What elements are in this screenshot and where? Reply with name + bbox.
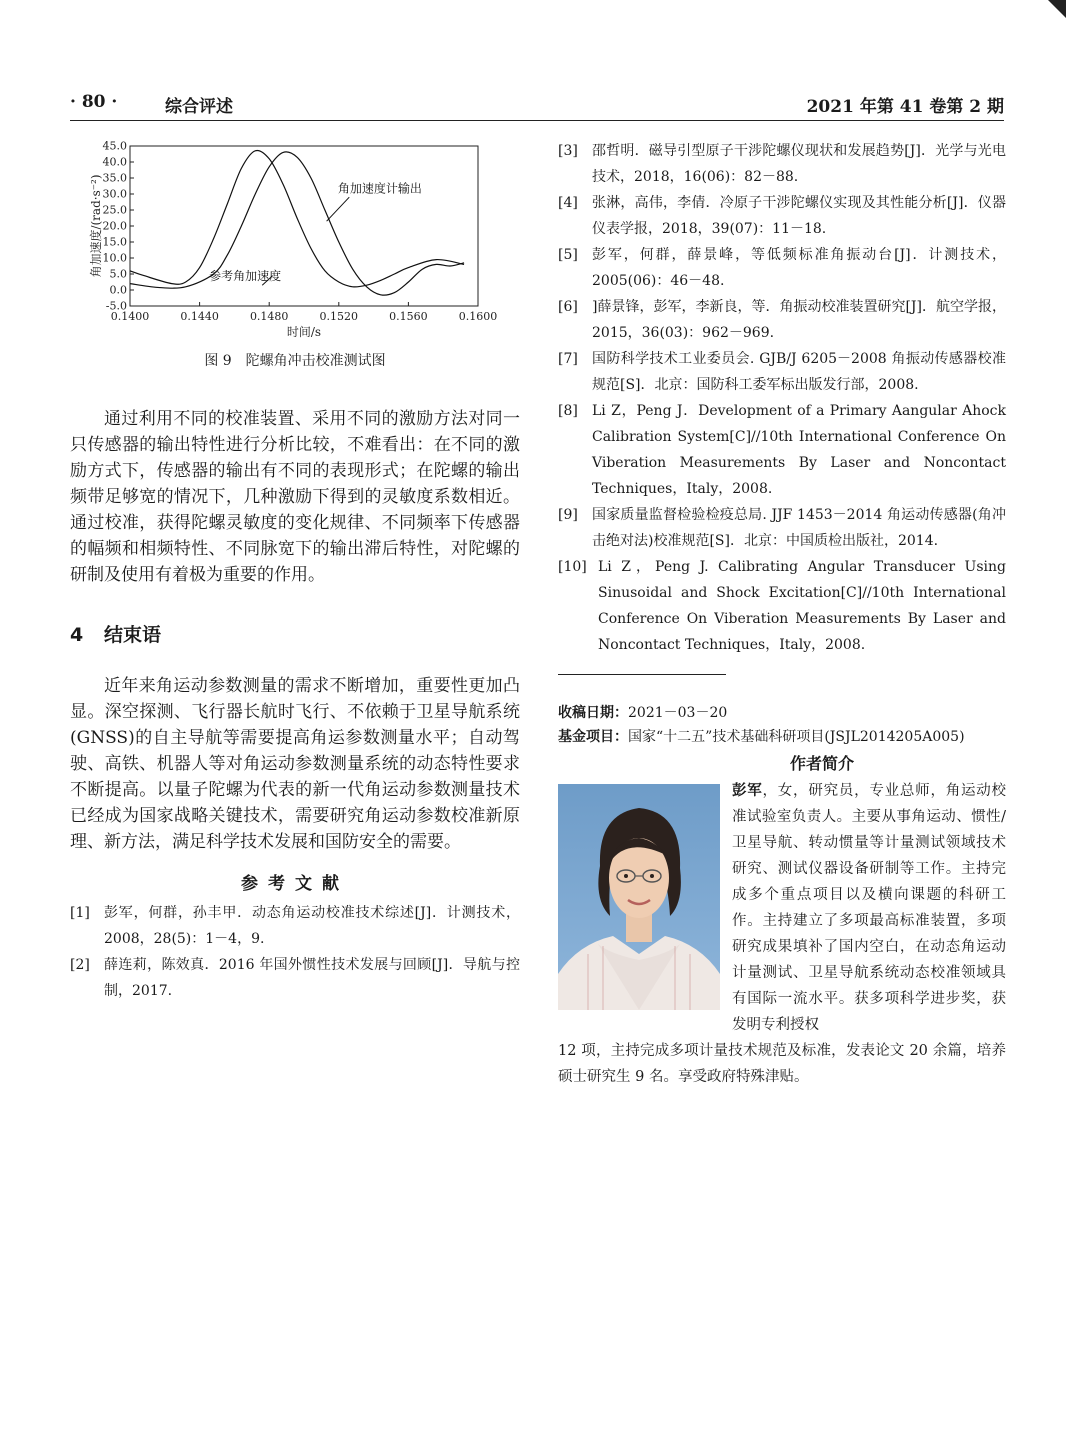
y-tick-label: 35.0 [102,171,127,185]
y-tick-label: 45.0 [102,139,127,153]
x-axis-label: 时间/s [286,325,322,338]
section-title: 结束语 [104,624,162,646]
running-header [70,92,1004,122]
figure-9-chart [70,138,520,338]
reference-text: 邵哲明．磁导引型原子干涉陀螺仪现状和发展趋势[J]．光学与光电技术，2018，16(06)：82－88. [592,143,1006,185]
reference-number: [6] [558,299,578,315]
reference-number: [8] [558,403,578,419]
chart-svg [70,138,520,338]
reference-item [558,502,1006,554]
section-heading [70,620,520,647]
x-tick-label: 0.1480 [249,310,289,323]
fund-label: 基金项目： [558,729,628,745]
reference-number: [5] [558,247,578,263]
reference-item [558,346,1006,398]
annotation-text: 参考角加速度 [209,268,282,283]
section-name: 综合评述 [165,97,233,117]
issue-info: 2021 年第 41 卷第 2 期 [806,97,1004,117]
y-tick-label: 10.0 [102,251,127,265]
reference-item [558,554,1006,658]
fund-project [558,725,1006,749]
reference-text: 张淋，高伟，李倩．冷原子干涉陀螺仪实现及其性能分析[J]．仪器仪表学报，2018，39(07)：11－18. [592,195,1006,237]
y-tick-label: 25.0 [102,203,127,217]
paragraph-conclusion: 近年来角运动参数测量的需求不断增加，重要性更加凸显。深空探测、飞行器长航时飞行、不依赖于卫星导航系统(GNSS)的自主导航等需要提高角运参数测量水平；自动驾驶、高铁、机器人等对角运动参数测量系统的动态特性要求不断提高。以量子陀螺为代表的新一代角运动参数测量技术已经成为国家战略关键技术，需要研究角运动参数校准新原理、新方法，满足科学技术发展和国防安全的需要。 [70,676,520,852]
page-number: · 80 · [70,92,118,112]
page-corner-mark [1048,0,1066,18]
reference-item [70,900,520,952]
reference-text: Li Z，Peng J. Calibrating Angular Transducer Using Sinusoidal and Shock Excitation[C]//10th International Conference On Viberation Measurements By Laser and Noncontact Techniques，Italy，2008. [598,559,1006,653]
x-tick-label: 0.1560 [389,310,428,323]
y-tick-label: 15.0 [102,235,127,249]
author-bio-title: 作者简介 [789,754,854,773]
footnote-rule [558,674,726,675]
y-tick-label: 40.0 [102,155,127,169]
author-bio-text: ，女，研究员，专业总师，角运动校准试验室负责人。主要从事角运动、惯性/卫星导航、转动惯量等计量测试领域技术研究、测试仪器设备研制等工作。主持完成多个重点项目以及横向课题的科研工作。主持建立了多项最高标准装置，多项研究成果填补了国内空白，在动态角运动计量测试、卫星导航系统动态校准领域具有国际一流水平。获多项科学进步奖，获发明专利授权 [732,783,1007,1033]
reference-item [558,138,1006,190]
x-tick-label: 0.1600 [458,310,498,323]
section-number: 4 [70,624,84,646]
received-label: 收稿日期： [558,705,628,721]
reference-number: [1] [70,905,90,921]
received-date [558,701,1006,725]
y-tick-label: 20.0 [102,219,127,233]
references-title: 参考文献 [241,874,349,894]
reference-text: 彭军，何群，薛景峰，等低频标准角振动台[J]．计测技术，2005(06)：46－48. [592,247,1006,289]
y-tick-label: 30.0 [102,187,127,201]
plot-frame [130,146,478,306]
y-tick-label: 5.0 [109,267,127,281]
x-tick-label: 0.1400 [110,310,150,323]
author-bio-side [732,778,1006,1038]
reference-number: [10] [558,559,587,575]
reference-number: [9] [558,507,578,523]
reference-text: 薛连莉，陈效真．2016 年国外惯性技术发展与回顾[J]．导航与控制，2017. [104,957,520,999]
y-tick-label: 0.0 [109,283,127,297]
reference-number: [4] [558,195,578,211]
series-line [130,150,464,286]
reference-item [558,398,1006,502]
figure-caption: 图 9 陀螺角冲击校准测试图 [204,353,386,369]
author-bio-continued: 12 项，主持完成多项计量技术规范及标准，发表论文 20 余篇，培养硕士研究生 9 名。享受政府特殊津贴。 [558,1043,1006,1085]
header-rule [70,120,1004,121]
reference-item [558,190,1006,242]
reference-item [558,294,1006,346]
y-tick-label: -5.0 [105,299,127,313]
annotation-leader [327,197,350,221]
paragraph-analysis: 通过利用不同的校准装置、采用不同的激励方法对同一只传感器的输出特性进行分析比较，不难看出：在不同的激励方式下，传感器的输出有不同的表现形式；在陀螺的输出频带足够宽的情况下，几种激励下得到的灵敏度系数相近。通过校准，获得陀螺灵敏度的变化规律、不同频率下传感器的幅频和相频特性、不同脉宽下的输出滞后特性，对陀螺的研制及使用有着极为重要的作用。 [70,409,520,585]
reference-text: Li Z，Peng J．Development of a Primary Aangular Ahock Calibration System[C]//10th International Conference On Viberation Measurements By Laser and Noncontact Techniques，Italy，2008. [592,403,1006,497]
x-tick-label: 0.1440 [180,310,219,323]
reference-item [70,952,520,1004]
right-column [558,138,1006,1090]
left-column [70,138,520,1004]
author-name: 彭军 [732,782,763,799]
reference-number: [2] [70,957,90,973]
received-value: 2021－03－20 [628,705,728,721]
annotation-text: 角加速度计输出 [337,181,422,196]
author-bio [558,778,1006,1090]
y-axis-label: 角加速度/(rad·s⁻²) [89,174,103,278]
reference-number: [7] [558,351,578,367]
reference-text: 国防科学技术工业委员会. GJB/J 6205－2008 角振动传感器校准规范[S]．北京：国防科工委军标出版发行部，2008. [592,351,1006,393]
series-line [130,152,464,295]
fund-value: 国家“十二五”技术基础科研项目(JSJL2014205A005) [628,729,965,745]
reference-text: 彭军，何群，孙丰甲．动态角运动校准技术综述[J]．计测技术，2008，28(5)：1－4，9. [104,905,520,947]
reference-number: [3] [558,143,578,159]
reference-text: 国家质量监督检验检疫总局. JJF 1453－2014 角运动传感器(角冲击绝对法)校准规范[S]．北京：中国质检出版社，2014. [592,507,1006,549]
reference-item [558,242,1006,294]
reference-text: ]薛景锋，彭军，李新良，等．角振动校准装置研究[J]．航空学报，2015，36(03)：962－969. [592,299,1006,341]
x-tick-label: 0.1520 [319,310,359,323]
author-photo [558,784,720,1010]
